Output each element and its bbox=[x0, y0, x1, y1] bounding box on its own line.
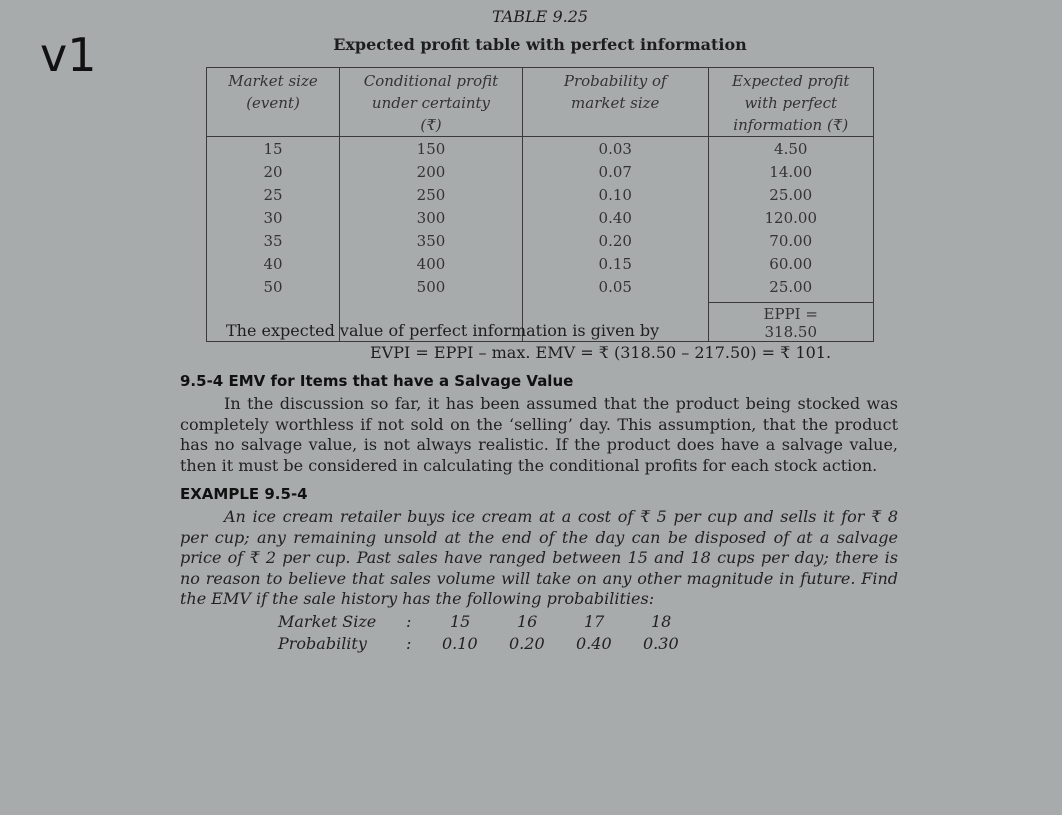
table-caption: TABLE 9.25 bbox=[491, 7, 589, 26]
market-size-colon: : bbox=[406, 612, 412, 631]
table-row bbox=[207, 206, 874, 229]
table-row bbox=[207, 183, 874, 206]
cell-probability: 0.03 bbox=[522, 137, 708, 161]
table-row bbox=[207, 137, 874, 161]
cell-market-size: 50 bbox=[207, 275, 340, 298]
probability-value: 0.10 bbox=[442, 634, 478, 653]
market-size-value: 16 bbox=[517, 612, 538, 631]
table-row bbox=[207, 229, 874, 252]
example-body: An ice cream retailer buys ice cream at a cost of ₹ 5 per cup and sells it for ₹ 8 per cup; any remaining unsold at the end of the day can be disposed of at a salvage price of ₹ 2 per cup. Past sales have ranged between 15 and 18 cups per day; there is no reason to believe that sales volume will take on any other magnitude in future. Find the EMV if the sale history has the following probabilities: bbox=[180, 507, 898, 608]
cell-expected-profit: 70.00 bbox=[708, 229, 873, 252]
version-label: v1 bbox=[40, 28, 97, 82]
header-expected-profit: Expected profit with perfect information (₹) bbox=[708, 68, 873, 137]
cell-probability: 0.15 bbox=[522, 252, 708, 275]
probability-colon: : bbox=[406, 634, 412, 653]
evpi-formula: EVPI = EPPI – max. EMV = ₹ (318.50 – 217.50) = ₹ 101. bbox=[370, 343, 832, 362]
table-row bbox=[207, 275, 874, 298]
cell-market-size: 35 bbox=[207, 229, 340, 252]
cell-conditional-profit: 400 bbox=[340, 252, 523, 275]
expected-profit-table bbox=[206, 67, 874, 342]
header-probability: Probability of market size bbox=[522, 68, 708, 137]
probability-label: Probability bbox=[278, 634, 367, 653]
section-body: In the discussion so far, it has been assumed that the product being stocked was completely worthless if not sold on the ‘selling’ day. This assumption, that the product has no salvage value, is not always realistic. If the product does have a salvage value, then it must be considered in calculating the conditional profits for each stock action. bbox=[180, 394, 898, 475]
cell-expected-profit: 25.00 bbox=[708, 183, 873, 206]
market-size-label: Market Size bbox=[278, 612, 377, 631]
header-conditional-profit: Conditional profit under certainty (₹) bbox=[340, 68, 523, 137]
cell-conditional-profit: 150 bbox=[340, 137, 523, 161]
eppi-total: EPPI = 318.50 bbox=[709, 302, 873, 341]
cell-expected-profit: 120.00 bbox=[708, 206, 873, 229]
cell-expected-profit: 25.00 bbox=[708, 275, 873, 298]
table-header-row bbox=[207, 68, 874, 137]
cell-probability: 0.40 bbox=[522, 206, 708, 229]
market-size-value: 18 bbox=[651, 612, 672, 631]
cell-probability: 0.05 bbox=[522, 275, 708, 298]
cell-expected-profit: 4.50 bbox=[708, 137, 873, 161]
market-size-value: 17 bbox=[584, 612, 605, 631]
cell-expected-profit: 60.00 bbox=[708, 252, 873, 275]
cell-conditional-profit: 350 bbox=[340, 229, 523, 252]
cell-probability: 0.10 bbox=[522, 183, 708, 206]
header-market-size: Market size (event) bbox=[207, 68, 340, 137]
cell-conditional-profit: 300 bbox=[340, 206, 523, 229]
table-row bbox=[207, 252, 874, 275]
cell-market-size: 40 bbox=[207, 252, 340, 275]
table-title: Expected profit table with perfect information bbox=[333, 35, 747, 54]
cell-probability: 0.20 bbox=[522, 229, 708, 252]
cell-conditional-profit: 200 bbox=[340, 160, 523, 183]
example-heading: EXAMPLE 9.5-4 bbox=[180, 485, 308, 503]
cell-expected-profit: 14.00 bbox=[708, 160, 873, 183]
cell-probability: 0.07 bbox=[522, 160, 708, 183]
probability-value: 0.30 bbox=[643, 634, 679, 653]
cell-market-size: 30 bbox=[207, 206, 340, 229]
section-heading: 9.5-4 EMV for Items that have a Salvage Value bbox=[180, 372, 574, 390]
cell-conditional-profit: 250 bbox=[340, 183, 523, 206]
table-row bbox=[207, 160, 874, 183]
market-size-value: 15 bbox=[450, 612, 471, 631]
probability-value: 0.40 bbox=[576, 634, 612, 653]
probability-value: 0.20 bbox=[509, 634, 545, 653]
evpi-intro: The expected value of perfect information is given by bbox=[226, 321, 660, 340]
cell-market-size: 15 bbox=[207, 137, 340, 161]
cell-market-size: 20 bbox=[207, 160, 340, 183]
cell-market-size: 25 bbox=[207, 183, 340, 206]
cell-conditional-profit: 500 bbox=[340, 275, 523, 298]
